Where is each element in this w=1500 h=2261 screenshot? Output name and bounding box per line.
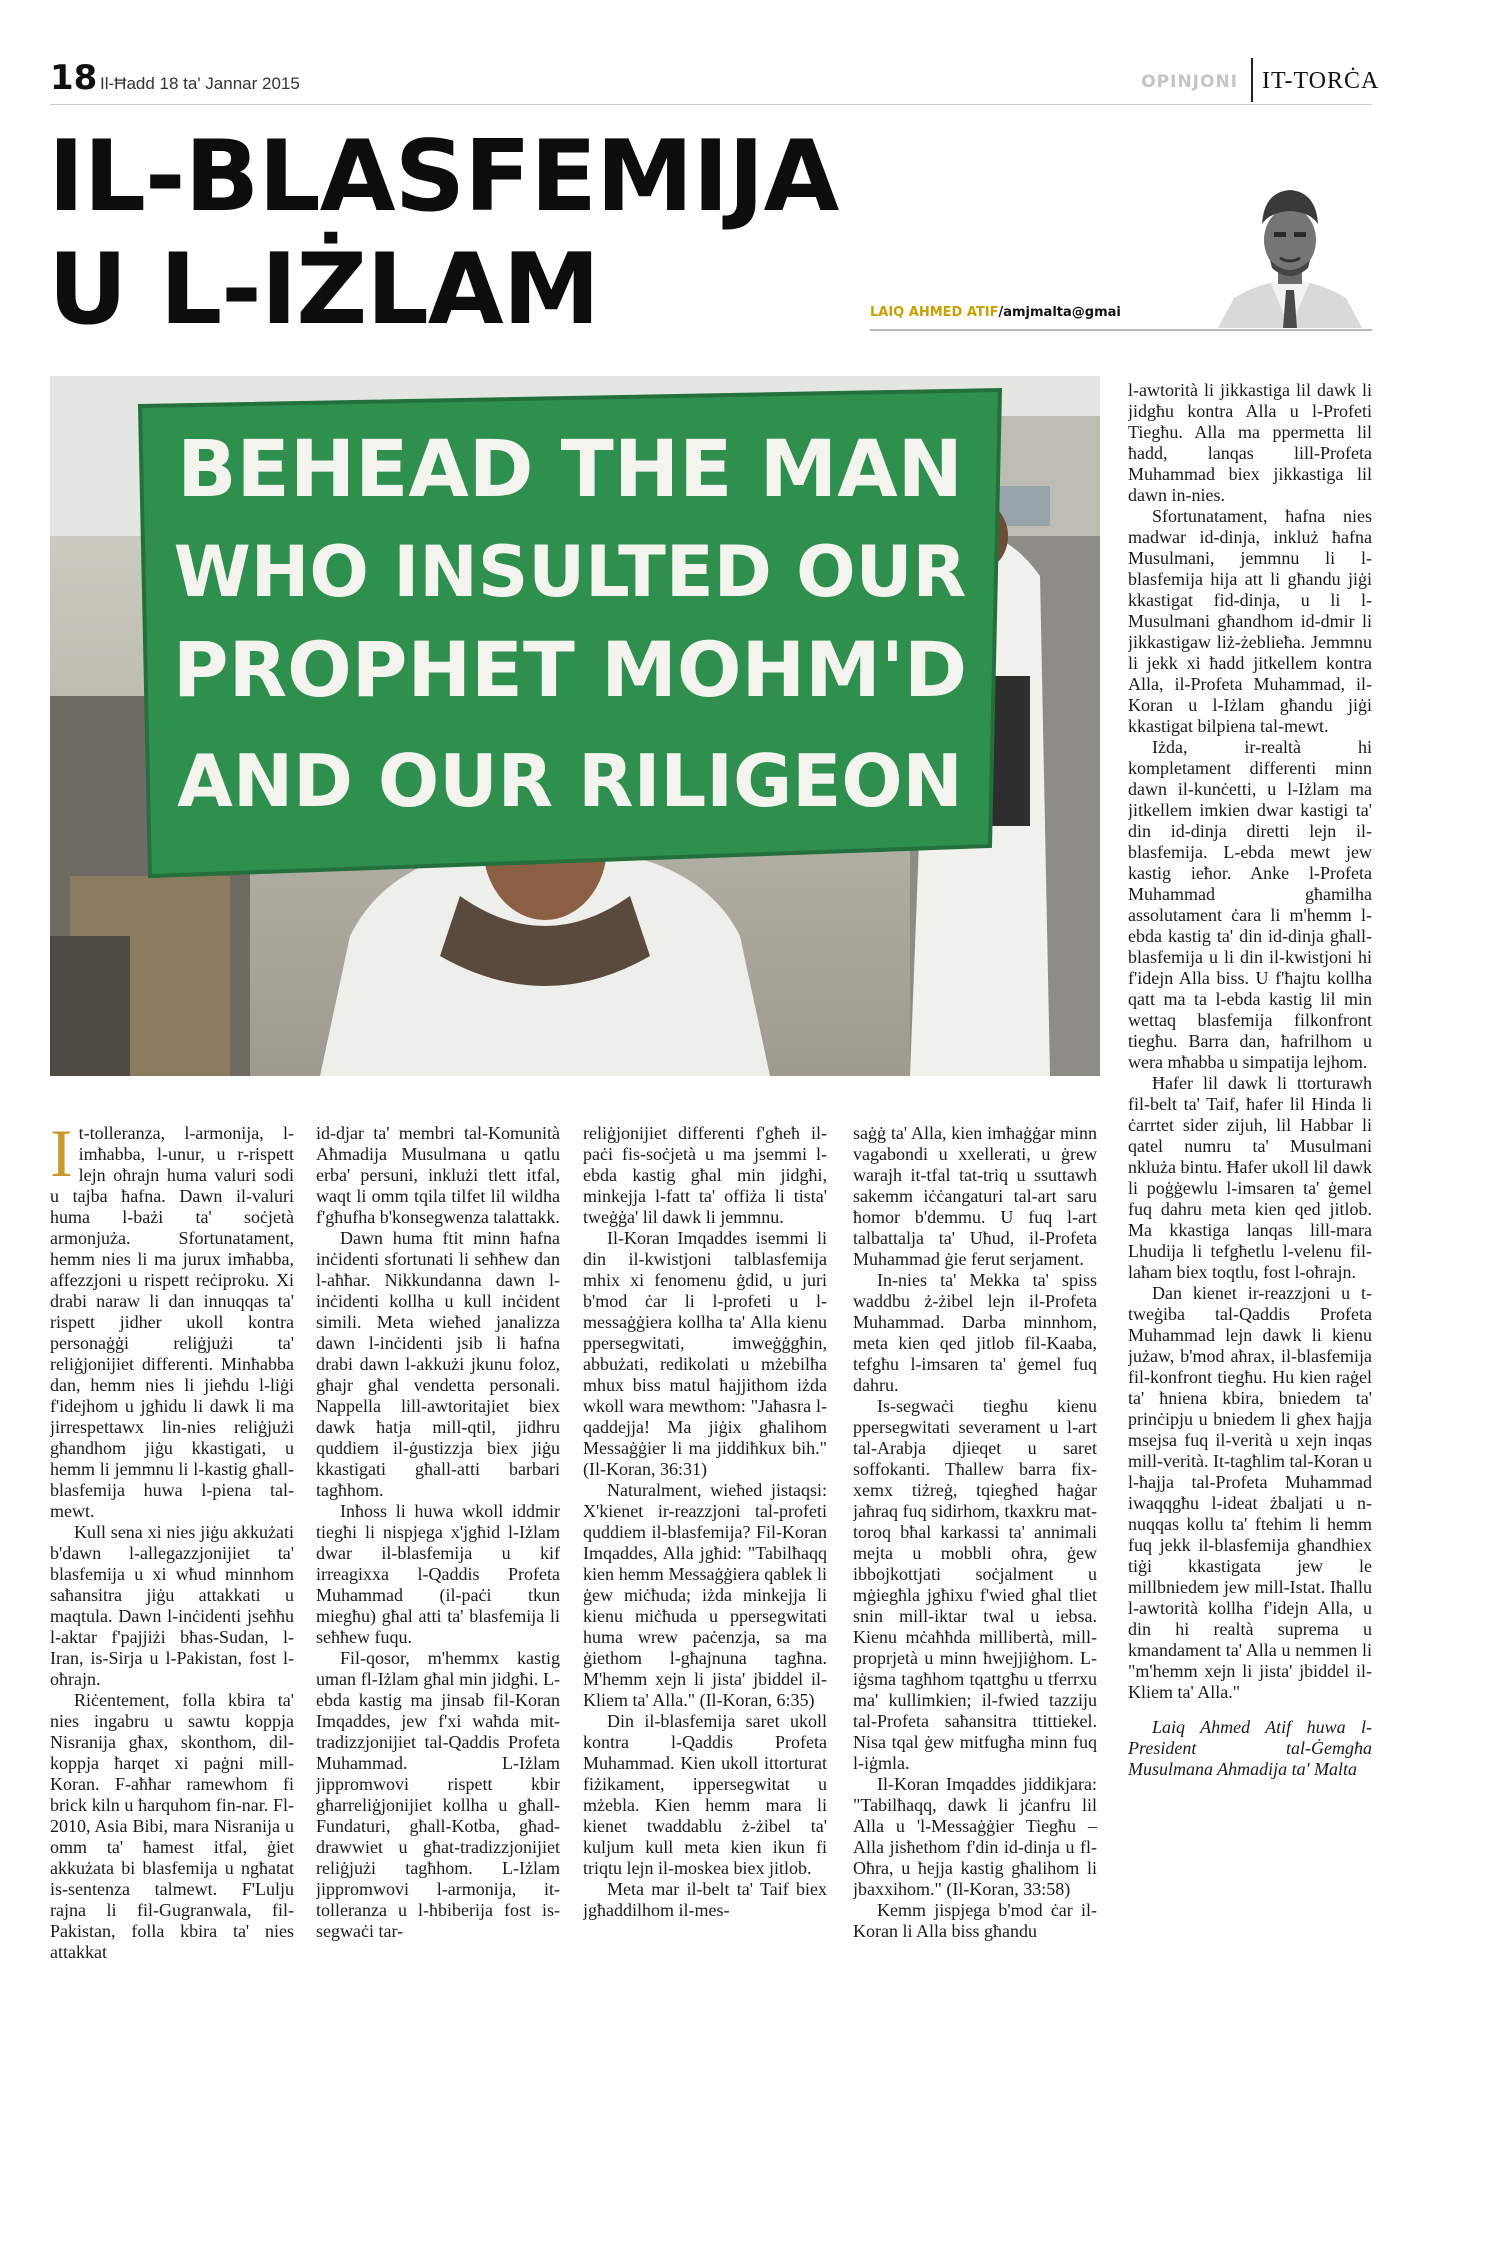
article-column-5 <box>1128 380 1372 2206</box>
byline-rule <box>870 329 1372 331</box>
byline-separator: / <box>998 305 1004 320</box>
article-paragraph: Sfortunatament, ħafna nies madwar id-dinja, inkluż ħafna Musulmani, jemmnu li l-blasfemija hija att li għandu jiġi kkastigat fid-dinja, u li l-Musulmani għandhom id-dmir li jikkastigaw liż-żeblieħa. Jemmnu li jekk xi ħadd jitkellem kontra Alla, il-Profeta Muhammad, il-Koran u l-Iżlam għandu jiġi kkastigat bilpiena tal-mewt. <box>1128 506 1372 736</box>
byline <box>870 305 1121 320</box>
article-paragraph: In-nies ta' Mekka ta' spiss waddbu ż-żibel lejn il-Profeta Muhammad. Darba minnhom, meta kien qed jitlob fil-Kaaba, tefgħu l-imsaren ta' ġemel fuq dahru. <box>853 1270 1097 1395</box>
banner-line-2: WHO INSULTED OUR <box>173 531 967 613</box>
article-paragraph: Kull sena xi nies jiġu akkużati b'dawn l-allegazzjonijiet ta' blasfemija u xi wħud minnhom saħansitra jiġu attakkati u maqtula. Dawn l-inċidenti jseħħu l-aktar f'pajjiżi bħas-Sudan, l-Iran, is-Sirja u l-Pakistan, fost l-oħrajn. <box>50 1522 294 1689</box>
protest-photo <box>50 376 1100 1076</box>
page-number: 18 <box>50 58 98 98</box>
article-column-4 <box>853 1123 1097 2233</box>
article-paragraph: Il-Koran Imqaddes jiddikjara: "Tabilħaqq, dawk li jċanfru lil Alla u 'l-Messaġġier Tiegħu – Alla jisħethom f'din id-dinja u fl-Oħra, u ħejja kastig għalihom li jbaxxihom." (Il-Koran, 33:58) <box>853 1774 1097 1899</box>
article-paragraph: Din il-blasfemija saret ukoll kontra l-Qaddis Profeta Muhammad. Kien ukoll ittorturat fiżikament, ippersegwitat u mżebla. Kien hemm mara li kienet twaddablu ż-żibel ta' kuljum kull meta kien ikun fi triqtu lejn il-moskea biex jitlob. <box>583 1711 827 1878</box>
article-paragraph: Dawn huma ftit minn ħafna inċidenti sfortunati li seħħew dan l-aħħar. Nikkundanna dawn l-inċidenti kollha u kull inċident simili. Meta wieħed janalizza dawn l-inċidenti jsib li ħafna drabi dawn l-akkużi jkunu foloz, għajr għal vendetta personali. Nappella lill-awtoritajiet biex dawk ħatja mill-qtil, jidhru quddiem il-ġustizzja biex jiġu kkastigati għall-atti barbari tagħhom. <box>316 1228 560 1500</box>
header-rule <box>50 104 1372 105</box>
headline-line-2: U L-IŻLAM <box>48 233 600 347</box>
author-contact: amjmalta@gmai <box>1003 305 1121 320</box>
article-paragraph: Iżda, ir-realtà hi kompletament differenti minn dawn il-kunċetti, u l-Iżlam ma jitkellem imkien dwar kastigi ta' din id-dinja diretti lejn il-blasfemija. L-ebda mewt jew kastig ieħor. Anke l-Profeta Muhammad għamilha assolutament ċara li m'hemm l-ebda kastig ta' din id-dinja għall-blasfemija u li din il-kwistjoni hi f'idejn Alla biss. U f'ħajtu kollha qatt ma ta l-ebda kastig lil min wettaq blasfemija filkonfront tiegħu. Barra dan, ħafrilhom u wera mħabba u simpatija lejhom. <box>1128 737 1372 1072</box>
article-paragraph: Kemm jispjega b'mod ċar il-Koran li Alla biss għandu <box>853 1900 1097 1941</box>
article-paragraph: Dan kienet ir-reazzjoni u t-tweġiba tal-Qaddis Profeta Muhammad lejn dawk li kienu jużaw, b'mod aħrax, il-blasfemija fil-konfront tiegħu. Hu kien raġel ta' ħniena kbira, bniedem ta' prinċipju u bniedem li għex ħajja msejsa fuq il-verità u xejn inqas mill-verità. It-tagħlim tal-Koran u l-ħajja tal-Profeta Muhammad iwaqqgħu l-ideat żbaljati u n-nuqqas kollu ta' ftehim li hemm fuq jekk il-blasfemija għandhiex tiġi kkastigata jew le millbniedem jew mill-Istat. Iħallu l-awtorità kollha f'idejn Alla, u din hi realtà suprema u kmandament ta' Alla u nemmen li "m'hemm xejn li jista' jbiddel il-Kliem ta' Alla." <box>1128 1283 1372 1702</box>
article-column-1 <box>50 1123 294 2233</box>
author-name: LAIQ AHMED ATIF <box>870 305 999 320</box>
headline-line-1: IL-BLASFEMIJA <box>48 120 839 234</box>
banner-line-1: BEHEAD THE MAN <box>177 425 963 515</box>
article-paragraph: l-awtorità li jikkastiga lil dawk li jidgħu kontra Alla u l-Profeti Tiegħu. Alla ma ppermetta lil ħadd, lanqas lill-Profeta Muhammad biex jikkastiga lil dawn in-nies. <box>1128 380 1372 505</box>
article-paragraph: Inħoss li huwa wkoll iddmir tiegħi li nispjega x'jgħid l-Iżlam dwar il-blasfemija u kif irreagixxa l-Qaddis Profeta Muhammad (il-paċi tkun miegħu) għal atti ta' blasfemija li seħħew fuqu. <box>316 1501 560 1647</box>
article-paragraph: Meta mar il-belt ta' Taif biex jgħaddilhom il-mes- <box>583 1879 827 1920</box>
header-divider <box>1251 58 1253 102</box>
article-paragraph: It-tolleranza, l-armonija, l-imħabba, l-unur, u r-rispett lejn oħrajn huma valuri sodi u tajba ħafna. Dawn il-valuri huma l-bażi ta' soċjetà armonjuża. Sfortunatament, hemm nies li ma jurux imħabba, affezzjoni u rispett reċiproku. Xi drabi naraw li dan innuqqas ta' rispett jidher ukoll kontra personaġġi reliġjużi ta' reliġjonijiet differenti. Minħabba dan, hemm nies li jieħdu l-liġi f'idejhom u jgħidu li dawk li ma jirrespettawx lin-nies reliġjużi għandhom jiġu kkastigati, u hemm li jemmnu li l-kastig għall-blasfemija huwa l-piena tal-mewt. <box>50 1123 294 1521</box>
article-paragraph: reliġjonijiet differenti f'għeħ il-paċi fis-soċjetà u ma jsemmi l-ebda kastig għal min jidgħi, minkejja l-fatt ta' offiża li tista' tweġġa' lil dawk li jemmnu. <box>583 1123 827 1227</box>
article-paragraph: id-djar ta' membri tal-Komunità Aħmadija Musulmana u qatlu erba' persuni, inklużi tlett itfal, waqt li omm tqila tilfet lil wildha f'għufha b'konsegwenza talattakk. <box>316 1123 560 1227</box>
banner-line-3: PROPHET MOHM'D <box>172 625 968 714</box>
article-paragraph: Riċentement, folla kbira ta' nies ingabru u sawtu koppja Nisranija għax, skonthom, dil-koppja ħarqet xi paġni mill-Koran. F-aħħar ramewhom fi brick kiln u ħarquhom fin-nar. Fl-2010, Asia Bibi, mara Nisranija u omm ta' ħamest itfal, ġiet akkużata bi blasfemija u ngħatat is-sentenza talmewt. F'Lulju rajna li fil-Gugranwala, fil-Pakistan, folla kbira ta' nies attakkat <box>50 1690 294 1962</box>
article-column-3 <box>583 1123 827 2233</box>
article-paragraph: Is-segwaċi tiegħu kienu ppersegwitati severament u l-art tal-Arabja djieqet u saret soffokanti. Tħallew barra fix-xemx tiżreġ, tqiegħed ħaġar jaħraq fuq sidirhom, tkaxkru mat-toroq bħal karkassi ta' annimali mejta u mobbli oħra, ġew ibbojkottjati soċjalment u mġiegħla jgħixu f'wied għal tliet snin mill-iktar twal u iebsa. Kienu mċaħħda millibertà, mill-proprjetà u minn ħwejjiġhom. L-iġsma tagħhom tqattgħu u tferrxu ma' kullimkien; il-fwied tazziju tal-Profeta saħansitra ttittiekel. Nisa tqal ġew mitfugħa minn fuq l-iġmla. <box>853 1396 1097 1773</box>
author-bio: Laiq Ahmed Atif huwa l-President tal-Ġemgħa Musulmana Ahmadija ta' Malta <box>1128 1717 1372 1779</box>
banner-line-4: AND OUR RILIGEON <box>177 739 963 823</box>
article-paragraph: saġġ ta' Alla, kien imħaġġar minn vagabondi u xxellerati, u ġrew warajh it-tfal tat-triq u ssuttawh sakemm iċċangaturi tal-art saru ħomor b'demmu. U fuq l-art talbattalja ta' Uħud, il-Profeta Muhammad ġie ferut serjament. <box>853 1123 1097 1269</box>
section-label: OPINJONI <box>1141 72 1238 92</box>
article-column-2 <box>316 1123 560 2233</box>
article-paragraph: Il-Koran Imqaddes isemmi li din il-kwistjoni talblasfemija mhix xi fenomenu ġdid, u juri b'mod ċar li l-profeti u l-messaġġiera kollha ta' Alla kienu ppersegwitati, imweġġgħin, abbużati, redikolati u mżebilħa mhux biss matul ħajjithom iżda wkoll wara mewthom: "Jaħasra l-qaddejja! Ma jiġix għalihom Messaġġier li ma jiddiħkux bih." (Il-Koran, 36:31) <box>583 1228 827 1479</box>
issue-date: Il-Ħadd 18 ta' Jannar 2015 <box>100 74 300 93</box>
publication-name: IT-TORĊA <box>1262 68 1380 94</box>
drop-cap: I <box>50 1123 73 1191</box>
article-paragraph: Ħafer lil dawk li ttorturawh fil-belt ta' Taif, ħafer lil Hinda li ċarrtet sider zijuh, lil Habbar li qatel numru ta' Musulmani nkluża bintu. Ħafer ukoll lil dawk li poġġewlu l-imsaren ta' ġemel fuq dahru meta kien qed jitlob. Ma kkastiga lanqas lill-mara Lhudija li tefgħetlu l-velenu fil-laħam biex toqtlu, fost l-oħrajn. <box>1128 1073 1372 1282</box>
article-paragraph: Naturalment, wieħed jistaqsi: X'kienet ir-reazzjoni tal-profeti quddiem il-blasfemija? Fil-Koran Imqaddes, Alla jgħid: "Tabilħaqq kien hemm Messaġġiera qablek li ġew miċħuda; iżda minkejja li kienu miċħuda u ppersegwitati huma wrew paċenzja, sa ma ġiethom l-għajnuna tagħna. M'hemm xejn li jista' jbiddel il-Kliem ta' Alla." (Il-Koran, 6:35) <box>583 1480 827 1710</box>
author-portrait <box>1210 178 1370 328</box>
article-paragraph: Fil-qosor, m'hemmx kastig uman fl-Iżlam għal min jidgħi. L-ebda kastig ma jinsab fil-Koran Imqaddes, jew f'xi waħda mit-tradizzjonijiet tal-Qaddis Profeta Muhammad. L-Iżlam jippromwovi rispett kbir għarreliġjonijiet kollha u għall-Fundaturi, għall-Kotba, għad-drawwiet u għat-tradizzjonijiet reliġjużi tagħhom. L-Iżlam jippromwovi l-armonija, it-tolleranza u l-ħbiberija fost is-segwaċi tar- <box>316 1648 560 1941</box>
